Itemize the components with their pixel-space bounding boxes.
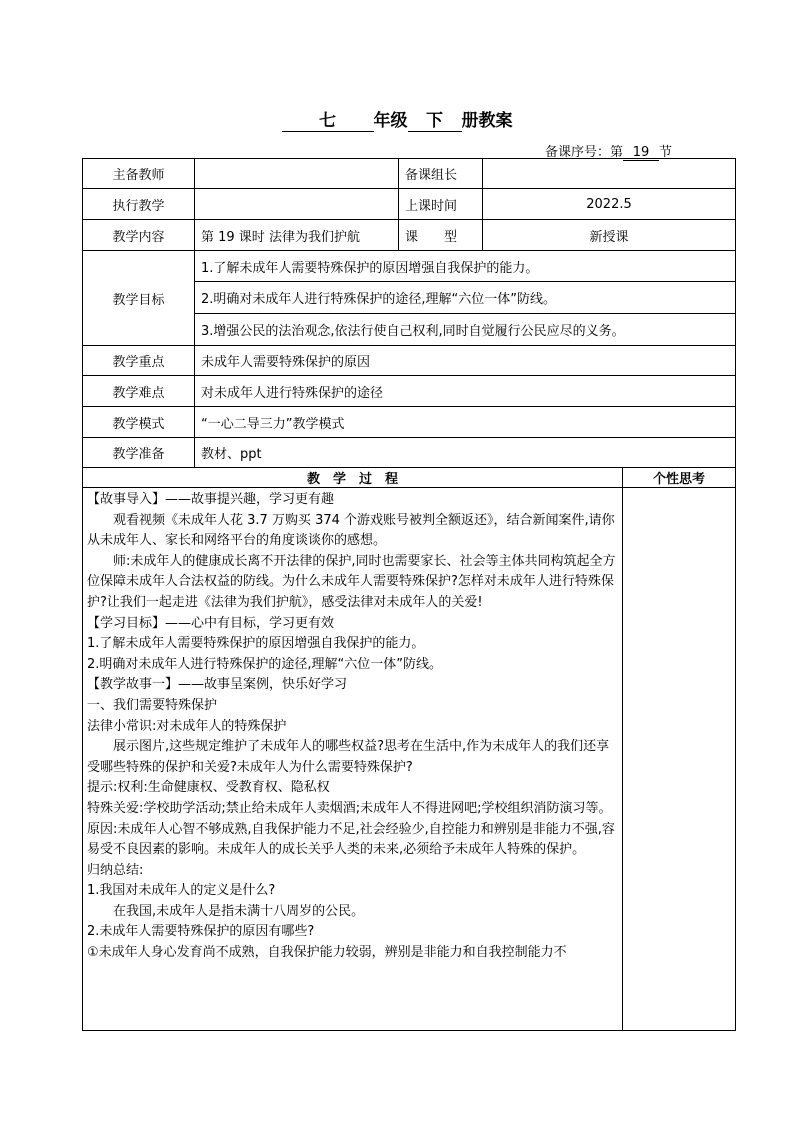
prep-label: 教学准备 — [83, 438, 195, 468]
answer-2: ①未成年人身心发育尚不成熟，自我保护能力较弱，辨别是非能力和自我控制能力不 — [87, 945, 567, 961]
lesson-info-table — [82, 158, 736, 468]
reflection-cell — [623, 488, 736, 1031]
class-time-label: 上课时间 — [399, 189, 483, 220]
info-row-mode — [83, 407, 736, 438]
difficulty-value: 对未成年人进行特殊保护的途径 — [195, 376, 736, 407]
goal-item-1: 1.了解未成年人需要特殊保护的原因增强自我保护的能力。 — [195, 251, 736, 282]
reflection-header: 个性思考 — [623, 468, 736, 488]
group-leader-label: 备课组长 — [399, 159, 483, 189]
type-label: 课 型 — [399, 220, 483, 251]
lesson-number-prefix: 备课序号：第 — [544, 145, 623, 160]
learning-goals-heading: 【学习目标】——心中有目标，学习更有效 — [87, 615, 335, 631]
teaching-process-table — [82, 467, 736, 1031]
key-point-label: 教学重点 — [83, 346, 195, 376]
learning-goal-1: 1.了解未成年人需要特殊保护的原因增强自我保护的能力。 — [87, 636, 425, 652]
question-2: 2.未成年人需要特殊保护的原因有哪些? — [87, 924, 315, 940]
grade-value: 七 — [319, 111, 336, 131]
difficulty-label: 教学难点 — [83, 376, 195, 407]
summary-heading: 归纳总结: — [87, 862, 144, 878]
info-row-goal-1 — [83, 251, 736, 282]
info-row-key — [83, 346, 736, 376]
answer-1: 在我国,未成年人是指未满十八周岁的公民。 — [113, 903, 365, 919]
mode-label: 教学模式 — [83, 407, 195, 438]
content-value: 第 19 课时 法律为我们护航 — [195, 220, 399, 251]
key-point-value: 未成年人需要特殊保护的原因 — [195, 346, 736, 376]
lead-teacher-label: 主备教师 — [83, 159, 195, 189]
lesson-number-value: 19 — [632, 145, 650, 160]
section-one-title: 一、我们需要特殊保护 — [87, 697, 218, 713]
info-row-difficulty — [83, 376, 736, 407]
type-value: 新授课 — [483, 220, 736, 251]
grade-suffix: 年级 — [373, 111, 408, 131]
executor-label: 执行教学 — [83, 189, 195, 220]
question-1: 1.我国对未成年人的定义是什么? — [87, 883, 276, 899]
info-row-executor — [83, 189, 736, 220]
reasons: 原因:未成年人心智不够成熟,自我保护能力不足,社会经验少,自控能力和辨别是非能力不强,容易受不良因素的影响。未成年人的成长关乎人类的未来,必须给予未成年人特殊的保护。 — [87, 821, 615, 858]
term-value: 下 — [426, 111, 443, 131]
term-suffix: 册教案 — [461, 111, 513, 131]
info-row-teacher — [83, 159, 736, 189]
story-one-heading: 【教学故事一】——故事呈案例，快乐好学习 — [87, 677, 348, 693]
goal-item-2: 2.明确对未成年人进行特殊保护的途径,理解“六位一体”防线。 — [195, 282, 736, 314]
info-row-content — [83, 220, 736, 251]
picture-question: 展示图片,这些规定维护了未成年人的哪些权益?思考在生活中,作为未成年人的我们还享受哪些特殊的保护和关爱?未成年人为什么需要特殊保护? — [87, 739, 610, 775]
hint-rights: 提示:权利:生命健康权、受教育权、隐私权 — [87, 780, 330, 796]
goal-item-3: 3.增强公民的法治观念,依法行使自己权利,同时自觉履行公民应尽的义务。 — [195, 314, 736, 346]
lesson-number-suffix: 节 — [658, 145, 672, 160]
process-header: 教 学 过 程 — [83, 468, 623, 488]
content-label: 教学内容 — [83, 220, 195, 251]
executor-value — [195, 189, 399, 220]
page-title — [0, 106, 794, 132]
goals-label: 教学目标 — [83, 251, 195, 346]
learning-goal-2: 2.明确对未成年人进行特殊保护的途径,理解“六位一体”防线。 — [87, 656, 443, 672]
teacher-intro: 师:未成年人的健康成长离不开法律的保护,同时也需要家长、社会等主体共同构筑起全方位保障未成年人合法权益的防线。为什么未成年人需要特殊保护?怎样对未成年人进行特殊保护?让我们一起走进《法律为我们护航》，感受法律对未成年人的关爱! — [87, 553, 616, 610]
process-content — [83, 488, 623, 1031]
prep-value: 教材、ppt — [195, 438, 736, 468]
story-intro-video: 观看视频《未成年人花 3.7 万购买 374 个游戏账号被判全额返还》，结合新闻案件,请你从未成年人、家长和网络平台的角度谈谈你的感想。 — [87, 512, 615, 549]
class-time-value: 2022.5 — [483, 189, 736, 220]
story-intro-heading: 【故事导入】——故事提兴趣，学习更有趣 — [87, 492, 335, 507]
group-leader-value — [483, 159, 736, 189]
lead-teacher-value — [195, 159, 399, 189]
mode-value: “一心二导三力”教学模式 — [195, 407, 736, 438]
special-care: 特殊关爱:学校助学活动;禁止给未成年人卖烟酒;未成年人不得进网吧;学校组织消防演习等。 — [87, 800, 612, 816]
law-tip: 法律小常识:对未成年人的特殊保护 — [87, 718, 287, 734]
info-row-prep — [83, 438, 736, 468]
